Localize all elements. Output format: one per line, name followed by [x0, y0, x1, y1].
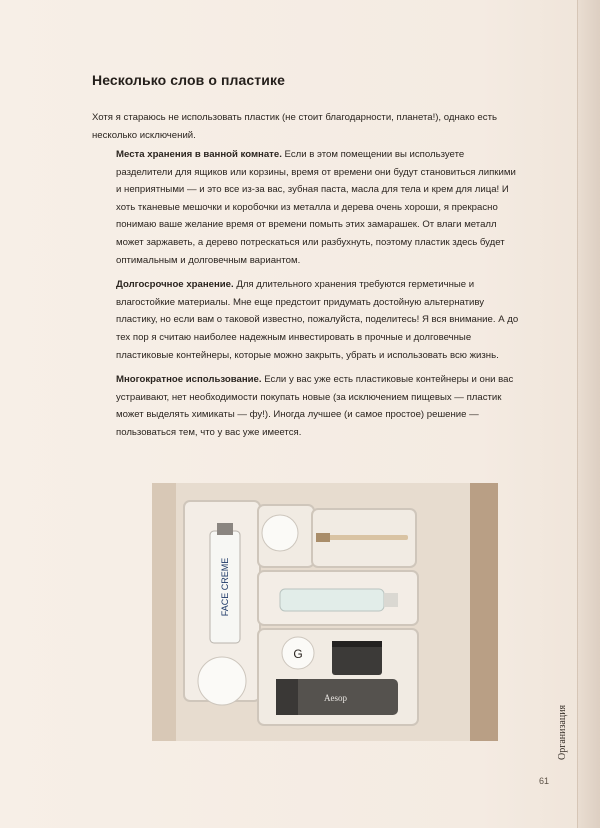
tube-label: FACE CREME	[220, 557, 230, 617]
item-title: Многократное использование.	[116, 374, 262, 386]
section-heading: Несколько слов о пластике	[92, 72, 285, 88]
page-edge	[577, 0, 600, 828]
list-item-bathroom	[116, 146, 522, 269]
jar-letter: G	[293, 647, 303, 661]
drawer-illustration	[152, 483, 498, 741]
item-text: Если в этом помещении вы используете разделители для ящиков или корзины, время от времени они будут становиться липкими и неприятными — и это все из-за вас, зубная паста, масла для тела и крем для лица! И хоть тканевые мешочки и коробочки из металла и дерева очень хороши, я прекрасно понимаю ваше желание время от времени помыть этих замарашек. От влаги металл может заржаветь, а дерево потрескаться или разбухнуть, поэтому пластик здесь будет оптимальным и долговечным вариантом.	[116, 149, 516, 266]
list-item-long-term	[116, 276, 522, 364]
item-text: Для длительного хранения требуются герметичные и влагостойкие материалы. Мне еще предстоит придумать достойную альтернативу пластику, но если вам о таковой известно, пожалуйста, поделитесь! Я вся внимание. А до тех пор я считаю наиболее надежным инвестировать в прочные и долговечные пластиковые контейнеры, которые можно закрыть, убрать и использовать всю жизнь.	[116, 279, 519, 361]
list-item-reuse	[116, 371, 522, 441]
item-title: Долгосрочное хранение.	[116, 279, 234, 291]
item-title: Места хранения в ванной комнате.	[116, 149, 282, 160]
item-text: Если у вас уже есть пластиковые контейнеры и они вас устраивают, нет необходимости покупать новые (за исключением пищевых — пластик может выделять химикаты — фу!). Иногда лучшее (и самое простое) решение — пользоваться тем, что у вас уже имеется.	[116, 374, 514, 438]
chapter-side-label: Организация	[557, 704, 568, 760]
intro-paragraph: Хотя я стараюсь не использовать пластик (не стоит благодарности, планета!), однако есть несколько исключений.	[92, 112, 497, 141]
drawer-photo	[152, 483, 498, 741]
bottle-brand: Aesop	[324, 693, 347, 703]
exceptions-list	[116, 146, 522, 449]
page-number: 61	[539, 776, 550, 786]
